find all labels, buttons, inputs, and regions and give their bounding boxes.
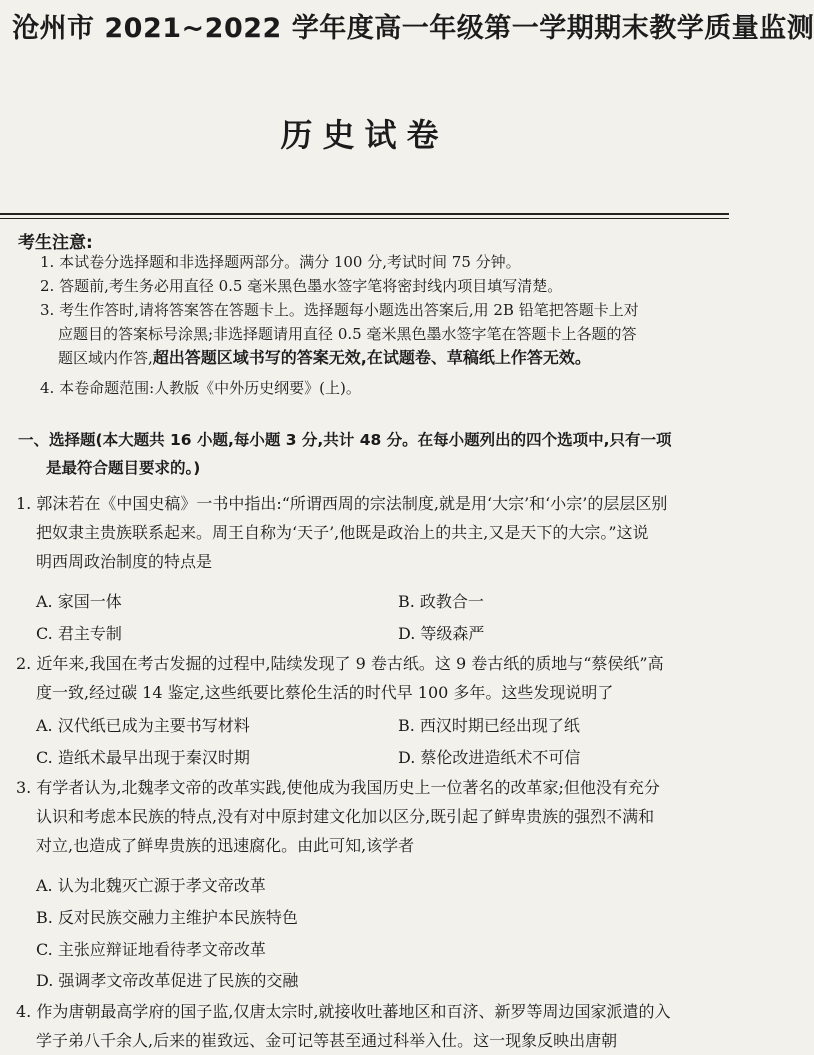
option-a: A. 认为北魏灭亡源于孝文帝改革: [36, 876, 266, 895]
section-heading-line: 是最符合题目要求的。): [46, 459, 201, 477]
question-2: [16, 649, 720, 707]
question-stem-line: 2. 近年来,我国在考古发掘的过程中,陆续发现了 9 卷古纸。这 9 卷古纸的质地与“蔡侯纸”高: [16, 654, 664, 673]
question-1: [16, 489, 720, 576]
notice-warning: 超出答题区域书写的答案无效,在试题卷、草稿纸上作答无效。: [152, 348, 591, 367]
question-stem-line: 对立,也造成了鲜卑贵族的迅速腐化。由此可知,该学者: [36, 836, 415, 855]
option-c: C. 造纸术最早出现于秦汉时期: [36, 748, 250, 767]
notice-item: 4. 本卷命题范围:人教版《中外历史纲要》(上)。: [40, 379, 361, 397]
option-a: A. 汉代纸已成为主要书写材料: [36, 716, 250, 735]
notice-item: 应题目的答案标号涂黑;非选择题请用直径 0.5 毫米黑色墨水签字笔在答题卡上各题的答: [58, 325, 637, 343]
section-heading-line: 一、选择题(本大题共 16 小题,每小题 3 分,共计 48 分。在每小题列出的四个选项中,只有一项: [18, 431, 672, 449]
question-3: [16, 773, 720, 860]
exam-header-title: 沧州市 2021~2022 学年度高一年级第一学期期末教学质量监测: [12, 13, 814, 44]
question-4: [16, 997, 720, 1055]
subject-title: 历史试卷: [280, 116, 449, 154]
option-d: D. 蔡伦改进造纸术不可信: [398, 748, 581, 767]
option-d: D. 强调孝文帝改革促进了民族的交融: [36, 971, 299, 990]
question-stem-line: 认识和考虑本民族的特点,没有对中原封建文化加以区分,既引起了鲜卑贵族的强烈不满和: [36, 807, 655, 826]
question-stem-line: 4. 作为唐朝最高学府的国子监,仅唐太宗时,就接收吐蕃地区和百济、新罗等周边国家派遣的入: [16, 1002, 671, 1021]
notice-item: 1. 本试卷分选择题和非选择题两部分。满分 100 分,考试时间 75 分钟。: [40, 253, 521, 271]
option-b: B. 政教合一: [398, 592, 484, 611]
header-divider-thin: [0, 218, 729, 219]
question-stem-line: 3. 有学者认为,北魏孝文帝的改革实践,使他成为我国历史上一位著名的改革家;但他没有充分: [16, 778, 660, 797]
option-b: B. 反对民族交融力主维护本民族特色: [36, 908, 298, 927]
header-divider: [0, 213, 729, 215]
option-c: C. 君主专制: [36, 624, 122, 643]
notice-item: 2. 答题前,考生务必用直径 0.5 毫米黑色墨水签字笔将密封线内项目填写清楚。: [40, 277, 563, 295]
option-b: B. 西汉时期已经出现了纸: [398, 716, 580, 735]
question-stem-line: 学子弟八千余人,后来的崔致远、金可记等甚至通过科举入仕。这一现象反映出唐朝: [36, 1031, 618, 1050]
notice-item-text: 题区域内作答,: [58, 349, 153, 367]
section-heading: [18, 426, 718, 482]
option-d: D. 等级森严: [398, 624, 485, 643]
notice-item: [40, 346, 738, 370]
question-stem-line: 1. 郭沫若在《中国史稿》一书中指出:“所谓西周的宗法制度,就是用‘大宗’和‘小宗’的层层区别: [16, 494, 668, 513]
notice-item: 3. 考生作答时,请将答案答在答题卡上。选择题每小题选出答案后,用 2B 铅笔把答题卡上对: [40, 301, 639, 319]
question-stem-line: 度一致,经过碳 14 鉴定,这些纸要比蔡伦生活的时代早 100 多年。这些发现说明了: [36, 683, 614, 702]
question-stem-line: 把奴隶主贵族联系起来。周王自称为‘天子’,他既是政治上的共主,又是天下的大宗。”这说: [36, 523, 649, 542]
option-c: C. 主张应辩证地看待孝文帝改革: [36, 940, 266, 959]
option-a: A. 家国一体: [36, 592, 122, 611]
question-stem-line: 明西周政治制度的特点是: [36, 552, 213, 571]
notice-title: 考生注意:: [18, 233, 93, 253]
